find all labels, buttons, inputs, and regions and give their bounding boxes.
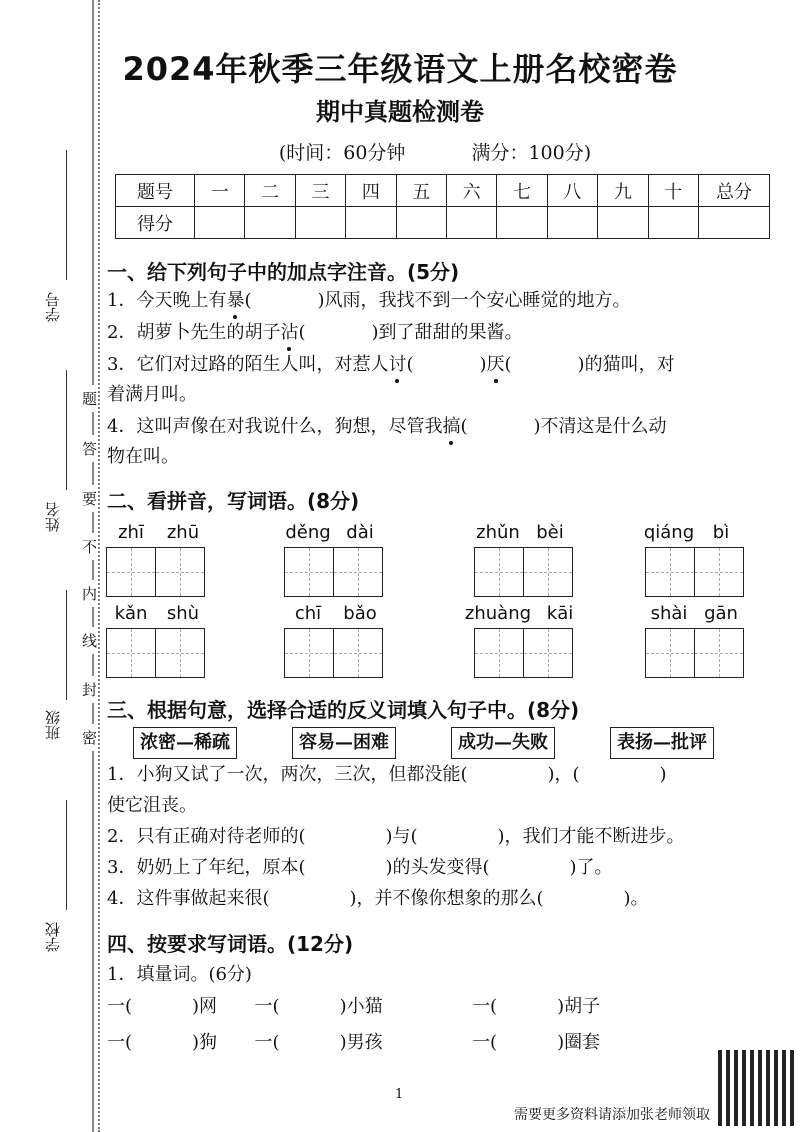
writing-grid[interactable] [645,547,742,597]
exam-title: 2024年秋季三年级语文上册名校密卷 [122,50,678,88]
score-cell[interactable] [699,207,770,239]
score-table [115,174,770,239]
antonym-option: 容易—困难 [292,727,396,759]
writing-grid[interactable] [474,628,571,678]
binding-dotted-line [98,0,100,1132]
score-cell[interactable] [295,207,345,239]
seal-char: 答 [82,435,97,462]
question-line: 3．奶奶上了年纪，原本( )的头发变得( )了。 [107,857,613,878]
table-cell: 得分 [116,207,195,239]
question-line: 物在叫。 [107,446,179,467]
seal-char: 密 [82,724,97,751]
writing-grid[interactable] [645,628,742,678]
sub-question: 1．填量词。(6分) [107,964,252,985]
score-cell[interactable] [547,207,597,239]
section-3-title: 三、根据句意，选择合适的反义词填入句子中。(8分) [107,698,580,722]
footer-note: 需要更多资料请添加张老师领取 [514,1107,710,1123]
binding-line [92,0,94,1132]
question-line: 2．胡萝卜先生的胡子沾( )到了甜甜的果酱。 [107,318,523,348]
student-id-label: 学号 [44,292,62,322]
pinyin-label: zhuàng kāi [464,603,574,624]
score-cell[interactable] [346,207,396,239]
table-cell: 总分 [699,175,770,207]
pinyin-label: chī bǎo [294,603,377,624]
writing-grid[interactable] [284,628,381,678]
measure-word-row: 一( )网 一( )小猫 一( )胡子 [107,996,601,1017]
time-limit: (时间：60分钟 [278,142,406,164]
pinyin-label: shài gān [650,603,738,624]
pinyin-label: qiáng bì [643,522,730,543]
score-cell[interactable] [648,207,698,239]
writing-grid[interactable] [106,628,203,678]
seal-char: 内 [82,580,97,607]
writing-grid[interactable] [474,547,571,597]
seal-char: 不 [82,533,97,560]
score-cell[interactable] [497,207,547,239]
section-4-title: 四、按要求写词语。(12分) [107,932,354,956]
page-number: 1 [395,1087,404,1102]
antonym-option: 浓密—稀疏 [133,727,237,759]
antonym-option: 成功—失败 [451,727,555,759]
question-line: 1．小狗又试了一次，两次，三次，但都没能( )，( ) [107,764,667,785]
table-cell: 六 [446,175,496,207]
student-id-underline [66,150,67,280]
seal-char: 题 [82,385,97,412]
question-line: 着满月叫。 [107,384,197,405]
section-1-title: 一、给下列句子中的加点字注音。(5分) [107,260,460,284]
exam-meta [0,138,800,165]
score-cell[interactable] [245,207,295,239]
pinyin-label: děng dài [285,522,374,543]
full-score: 满分：100分) [471,142,592,164]
question-line: 4．这件事做起来很( )，并不像你想象的那么( )。 [107,888,649,909]
score-table-score-row [116,207,770,239]
table-cell: 一 [195,175,245,207]
table-cell: 二 [245,175,295,207]
table-cell: 九 [598,175,648,207]
pinyin-label: kǎn shù [114,603,200,624]
table-cell: 题号 [116,175,195,207]
class-underline [66,590,67,700]
table-cell: 五 [396,175,446,207]
seal-char: 要 [82,485,97,512]
pinyin-label: zhǔn bèi [476,522,564,543]
binding-margin [20,0,98,1132]
table-cell: 四 [346,175,396,207]
question-line: 3．它们对过路的陌生人叫，对惹人讨( )厌( )的猫叫，对 [107,350,675,380]
question-line: 4．这叫声像在对我说什么，狗想，尽管我搞( )不清这是什么动 [107,412,667,442]
name-underline [66,370,67,490]
score-table-header-row [116,175,770,207]
table-cell: 三 [295,175,345,207]
name-label: 姓名 [44,502,62,532]
section-2-title: 二、看拼音，写词语。(8分) [107,489,360,513]
seal-char: 线 [82,627,97,654]
question-line: 1．今天晚上有暴( )风雨，我找不到一个安心睡觉的地方。 [107,286,631,316]
score-cell[interactable] [598,207,648,239]
measure-word-row: 一( )狗 一( )男孩 一( )圈套 [107,1032,601,1053]
table-cell: 七 [497,175,547,207]
qr-code-icon [718,1050,794,1126]
question-line: 2．只有正确对待老师的( )与( )，我们才能不断进步。 [107,826,685,847]
pinyin-label: zhī zhū [118,522,200,543]
score-cell[interactable] [195,207,245,239]
seal-char: 封 [82,676,97,703]
school-label: 学校 [44,922,62,952]
table-cell: 八 [547,175,597,207]
table-cell: 十 [648,175,698,207]
score-cell[interactable] [396,207,446,239]
class-label: 班级 [44,710,62,740]
score-cell[interactable] [446,207,496,239]
school-underline [66,800,67,910]
writing-grid[interactable] [106,547,203,597]
question-line: 使它沮丧。 [107,795,197,816]
writing-grid[interactable] [284,547,381,597]
antonym-option: 表扬—批评 [610,727,714,759]
exam-subtitle: 期中真题检测卷 [316,98,484,126]
